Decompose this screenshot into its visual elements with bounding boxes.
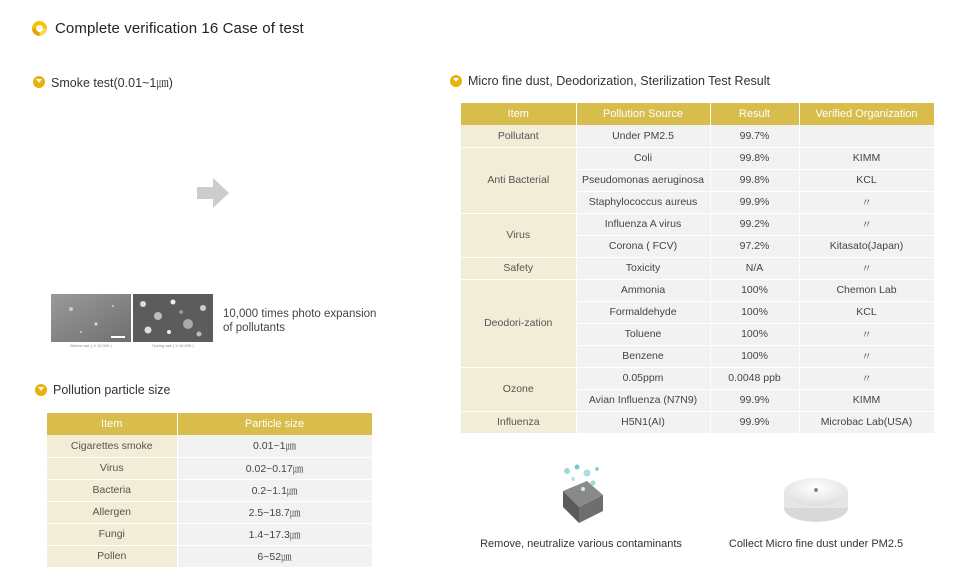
result-cell: 100% bbox=[710, 301, 799, 323]
result-cell: 100% bbox=[710, 323, 799, 345]
particle-item-cell: Fungi bbox=[47, 523, 177, 545]
pollution-source-cell: Ammonia bbox=[576, 279, 710, 301]
column-header: Pollution Source bbox=[576, 103, 710, 125]
result-item-cell: Pollutant bbox=[461, 125, 576, 147]
verified-organization-cell: 〃 bbox=[799, 323, 934, 345]
particle-item-cell: Pollen bbox=[47, 545, 177, 567]
verified-organization-cell: KCL bbox=[799, 301, 934, 323]
section-bullet-icon bbox=[33, 76, 45, 88]
verified-organization-cell: Kitasato(Japan) bbox=[799, 235, 934, 257]
particle-size-heading-text: Pollution particle size bbox=[53, 383, 171, 397]
result-item-cell: Influenza bbox=[461, 411, 576, 433]
test-result-table bbox=[461, 103, 935, 434]
result-cell: 100% bbox=[710, 345, 799, 367]
photo-caption-line: of pollutants bbox=[223, 322, 286, 334]
sem-photo-before-label: Before use ( X 10,000 ) bbox=[51, 343, 131, 348]
illustration-caption-dust: Collect Micro fine dust under PM2.5 bbox=[728, 538, 904, 550]
pollution-source-cell: Staphylococcus aureus bbox=[576, 191, 710, 213]
table-row bbox=[47, 457, 372, 479]
pollution-source-cell: Under PM2.5 bbox=[576, 125, 710, 147]
sem-photo-during-label: During use ( X 10,000 ) bbox=[133, 343, 213, 348]
particle-item-cell: Allergen bbox=[47, 501, 177, 523]
table-row bbox=[461, 257, 934, 279]
filter-disc-icon bbox=[780, 472, 852, 526]
pollution-source-cell: Coli bbox=[576, 147, 710, 169]
result-item-cell: Virus bbox=[461, 213, 576, 257]
sem-photo-before bbox=[51, 294, 131, 348]
table-row bbox=[461, 147, 934, 169]
table-row bbox=[47, 479, 372, 501]
illustration-caption-contaminants: Remove, neutralize various contaminants bbox=[480, 538, 682, 550]
title-bullet-icon bbox=[32, 21, 47, 36]
result-cell: 0.0048 ppb bbox=[710, 367, 799, 389]
verified-organization-cell: Chemon Lab bbox=[799, 279, 934, 301]
result-cell: 99.2% bbox=[710, 213, 799, 235]
pollution-source-cell: 0.05ppm bbox=[576, 367, 710, 389]
column-header: Item bbox=[461, 103, 576, 125]
section-bullet-icon bbox=[450, 75, 462, 87]
sem-photo-during bbox=[133, 294, 213, 348]
verified-organization-cell: KIMM bbox=[799, 147, 934, 169]
table-row bbox=[461, 125, 934, 147]
column-header: Particle size bbox=[177, 413, 372, 435]
table-row bbox=[47, 501, 372, 523]
table-row bbox=[47, 523, 372, 545]
pollution-source-cell: H5N1(AI) bbox=[576, 411, 710, 433]
contaminant-cube-icon bbox=[553, 461, 609, 525]
result-cell: 99.9% bbox=[710, 191, 799, 213]
pollution-source-cell: Toluene bbox=[576, 323, 710, 345]
smoke-test-heading bbox=[33, 73, 173, 91]
section-bullet-icon bbox=[35, 384, 47, 396]
result-cell: 100% bbox=[710, 279, 799, 301]
table-row bbox=[461, 279, 934, 301]
particle-size-cell: 2.5~18.7㎛ bbox=[177, 501, 372, 523]
verified-organization-cell: 〃 bbox=[799, 345, 934, 367]
result-item-cell: Ozone bbox=[461, 367, 576, 411]
particle-size-cell: 0.02~0.17㎛ bbox=[177, 457, 372, 479]
result-cell: 99.9% bbox=[710, 411, 799, 433]
page-title bbox=[32, 20, 304, 37]
particle-size-cell: 0.01~1㎛ bbox=[177, 435, 372, 457]
particle-size-table bbox=[47, 413, 373, 568]
result-cell: 99.9% bbox=[710, 389, 799, 411]
test-result-heading-text: Micro fine dust, Deodorization, Sterilization Test Result bbox=[468, 74, 770, 88]
verified-organization-cell: 〃 bbox=[799, 213, 934, 235]
result-cell: 99.8% bbox=[710, 169, 799, 191]
column-header: Verified Organization bbox=[799, 103, 934, 125]
verified-organization-cell: KIMM bbox=[799, 389, 934, 411]
pollution-source-cell: Pseudomonas aeruginosa bbox=[576, 169, 710, 191]
table-row bbox=[47, 435, 372, 457]
particle-size-cell: 0.2~1.1㎛ bbox=[177, 479, 372, 501]
verified-organization-cell bbox=[799, 125, 934, 147]
verified-organization-cell: KCL bbox=[799, 169, 934, 191]
result-cell: 99.7% bbox=[710, 125, 799, 147]
column-header: Result bbox=[710, 103, 799, 125]
particle-item-cell: Bacteria bbox=[47, 479, 177, 501]
table-row bbox=[461, 367, 934, 389]
table-row bbox=[47, 545, 372, 567]
result-item-cell: Deodori-zation bbox=[461, 279, 576, 367]
table-row bbox=[461, 411, 934, 433]
particle-item-cell: Virus bbox=[47, 457, 177, 479]
particle-size-cell: 1.4~17.3㎛ bbox=[177, 523, 372, 545]
arrow-right-icon bbox=[197, 178, 229, 208]
pollution-source-cell: Toxicity bbox=[576, 257, 710, 279]
verified-organization-cell: Microbac Lab(USA) bbox=[799, 411, 934, 433]
test-result-heading bbox=[450, 74, 770, 88]
pollution-source-cell: Avian Influenza (N7N9) bbox=[576, 389, 710, 411]
pollution-source-cell: Corona ( FCV) bbox=[576, 235, 710, 257]
particle-item-cell: Cigarettes smoke bbox=[47, 435, 177, 457]
pollution-source-cell: Benzene bbox=[576, 345, 710, 367]
particle-size-cell: 6~52㎛ bbox=[177, 545, 372, 567]
result-cell: 99.8% bbox=[710, 147, 799, 169]
result-cell: N/A bbox=[710, 257, 799, 279]
pollution-source-cell: Influenza A virus bbox=[576, 213, 710, 235]
table-row bbox=[461, 213, 934, 235]
pollution-source-cell: Formaldehyde bbox=[576, 301, 710, 323]
column-header: Item bbox=[47, 413, 177, 435]
photo-caption bbox=[223, 307, 376, 335]
verified-organization-cell: 〃 bbox=[799, 367, 934, 389]
verified-organization-cell: 〃 bbox=[799, 191, 934, 213]
photo-caption-line: 10,000 times photo expansion bbox=[223, 308, 377, 320]
result-cell: 97.2% bbox=[710, 235, 799, 257]
result-item-cell: Safety bbox=[461, 257, 576, 279]
smoke-test-heading-text: Smoke test(0.01~1㎛) bbox=[51, 76, 173, 90]
verified-organization-cell: 〃 bbox=[799, 257, 934, 279]
particle-size-heading bbox=[35, 383, 170, 397]
result-item-cell: Anti Bacterial bbox=[461, 147, 576, 213]
page-title-text: Complete verification 16 Case of test bbox=[55, 20, 304, 37]
